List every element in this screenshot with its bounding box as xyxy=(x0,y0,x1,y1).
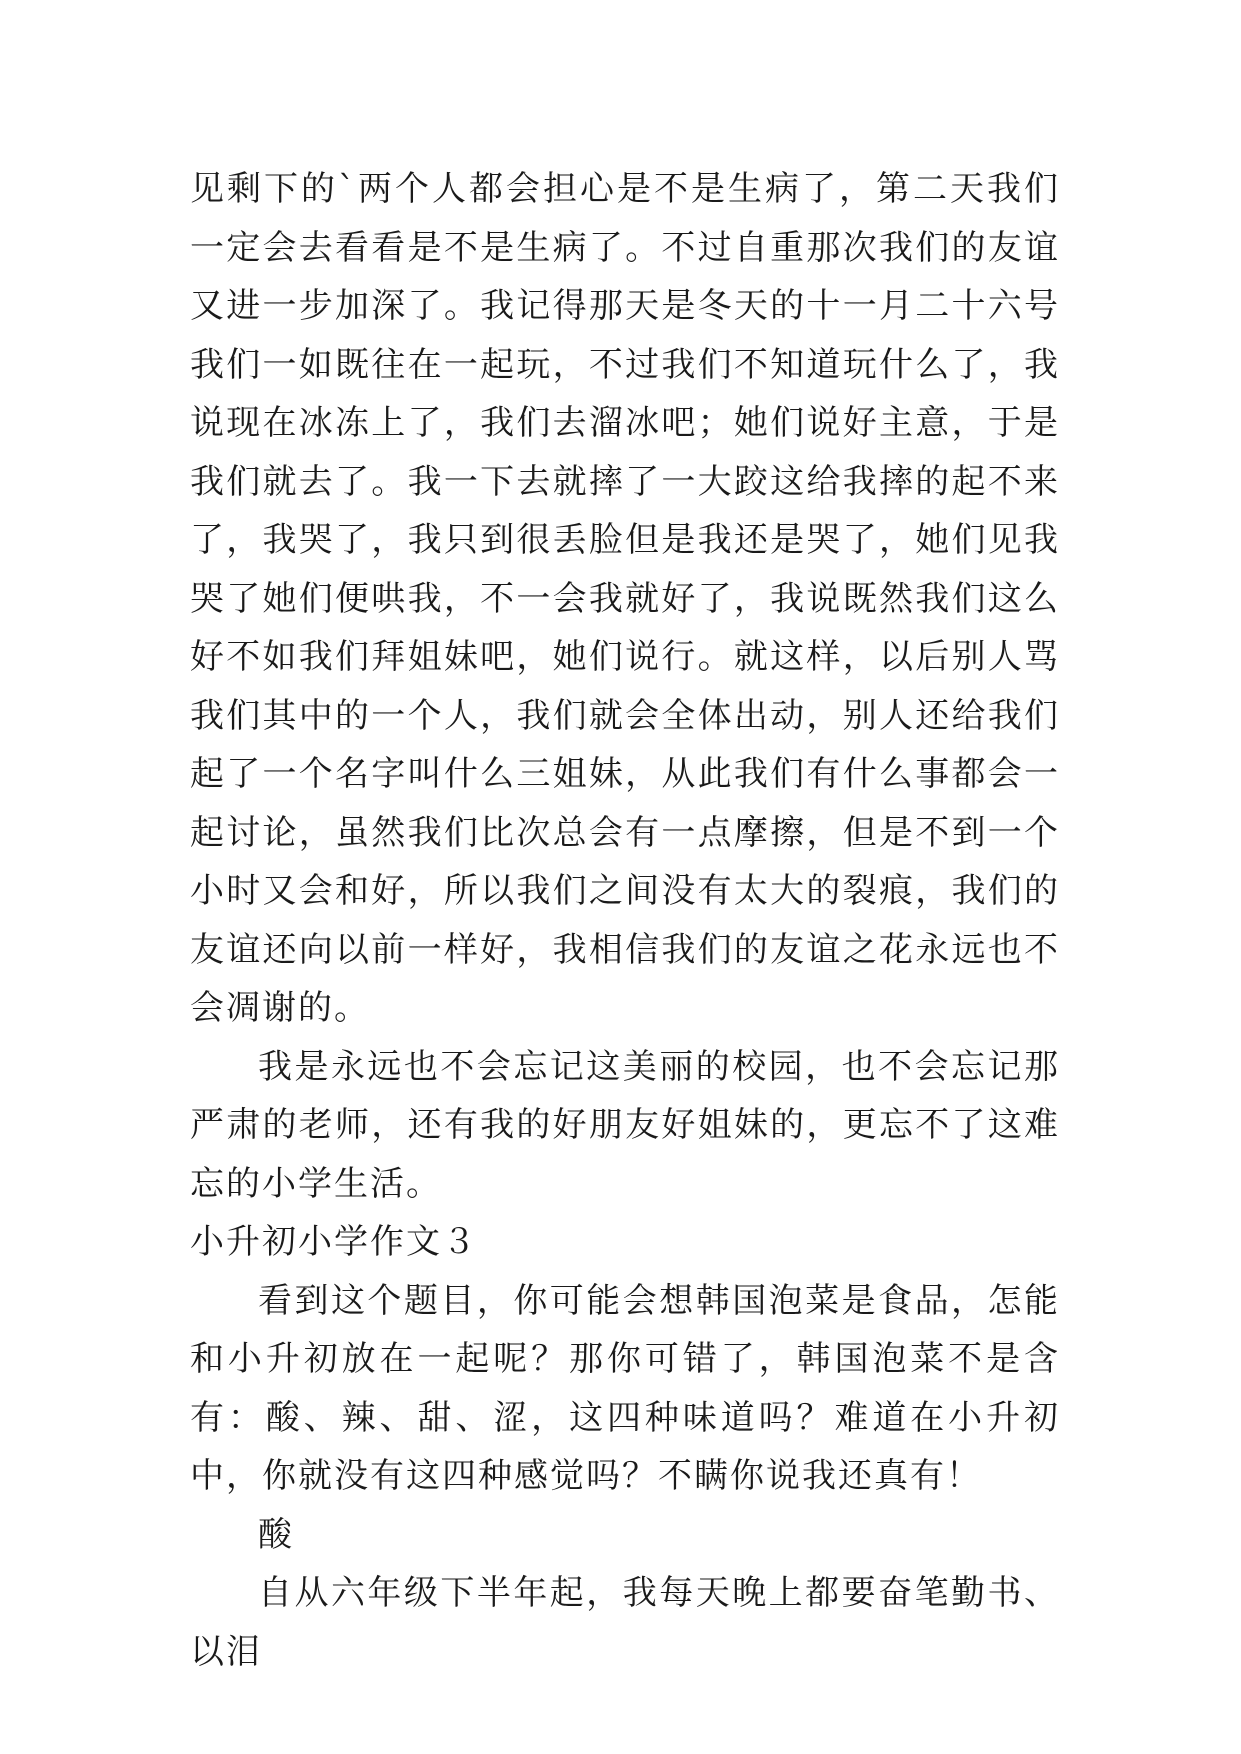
paragraph: 自从六年级下半年起，我每天晚上都要奋笔勤书、以泪 xyxy=(190,1573,1060,1672)
paragraph-continued: 见剩下的`两个人都会担心是不是生病了，第二天我们一定会去看看是不是生病了。不过自重那次我们的友谊又进一步加深了。我记得那天是冬天的十一月二十六号我们一如既往在一起玩，不过我们不知道玩什么了，我说现在冰冻上了，我们去溜冰吧；她们说好主意，于是我们就去了。我一下去就摔了一大跤这给我摔的起不来了，我哭了，我只到很丢脸但是我还是哭了，她们见我哭了她们便哄我，不一会我就好了，我说既然我们这么好不如我们拜姐妹吧，她们说行。就这样，以后别人骂我们其中的一个人，我们就会全体出动，别人还给我们起了一个名字叫什么三姐妹，从此我们有什么事都会一起讨论，虽然我们比次总会有一点摩擦，但是不到一个小时又会和好，所以我们之间没有太大的裂痕，我们的友谊还向以前一样好，我相信我们的友谊之花永远也不会凋谢的。 xyxy=(190,169,1060,1028)
document-body xyxy=(190,160,1060,1681)
paragraph: 我是永远也不会忘记这美丽的校园，也不会忘记那严肃的老师，还有我的好朋友好姐妹的，更忘不了这难忘的小学生活。 xyxy=(190,1046,1060,1204)
paragraph: 看到这个题目，你可能会想韩国泡菜是食品，怎能和小升初放在一起呢？那你可错了，韩国泡菜不是含有：酸、辣、甜、涩，这四种味道吗？难道在小升初中，你就没有这四种感觉吗？不瞒你说我还真有！ xyxy=(190,1280,1060,1496)
subheading-paragraph: 酸 xyxy=(258,1514,294,1555)
section-heading: 小升初小学作文３ xyxy=(190,1222,478,1262)
